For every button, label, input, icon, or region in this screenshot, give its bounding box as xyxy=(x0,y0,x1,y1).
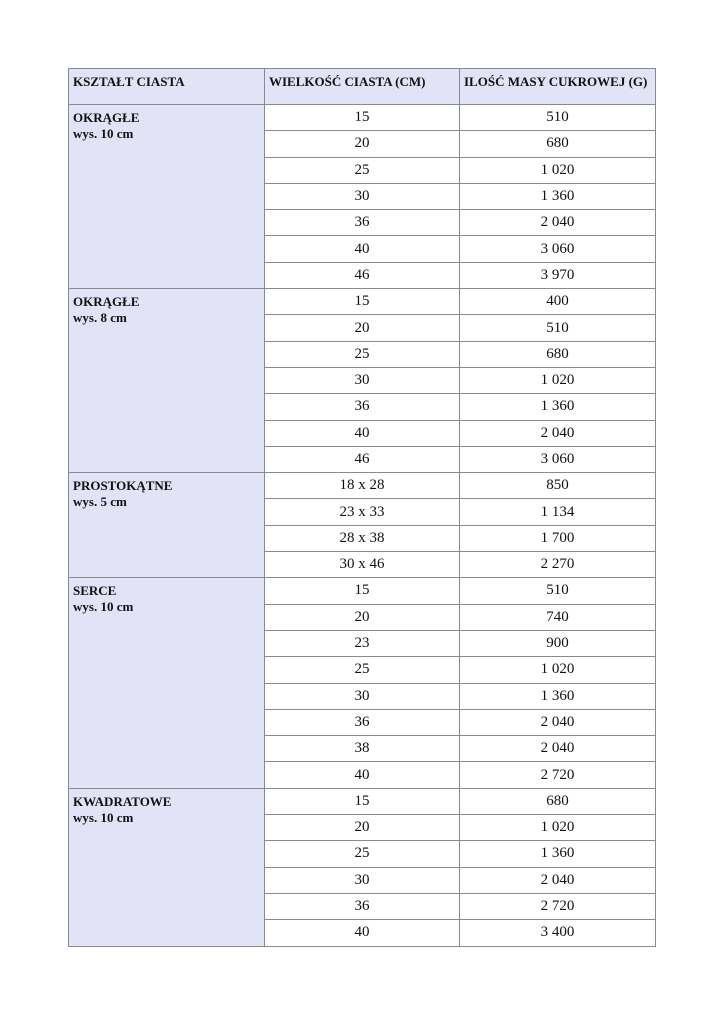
amount-cell: 2 040 xyxy=(460,867,656,893)
shape-cell xyxy=(69,105,265,289)
size-cell: 15 xyxy=(265,788,460,814)
size-cell: 40 xyxy=(265,762,460,788)
shape-cell xyxy=(69,788,265,946)
amount-cell: 510 xyxy=(460,578,656,604)
amount-cell: 680 xyxy=(460,341,656,367)
size-cell: 18 x 28 xyxy=(265,473,460,499)
shape-name: OKRĄGŁE xyxy=(73,110,140,125)
size-cell: 46 xyxy=(265,262,460,288)
size-cell: 25 xyxy=(265,341,460,367)
shape-cell xyxy=(69,473,265,578)
header-amount: ILOŚĆ MASY CUKROWEJ (G) xyxy=(460,69,656,105)
size-cell: 23 xyxy=(265,630,460,656)
amount-cell: 850 xyxy=(460,473,656,499)
size-cell: 20 xyxy=(265,315,460,341)
amount-cell: 900 xyxy=(460,630,656,656)
amount-cell: 740 xyxy=(460,604,656,630)
amount-cell: 3 060 xyxy=(460,236,656,262)
size-cell: 40 xyxy=(265,920,460,946)
amount-cell: 1 020 xyxy=(460,157,656,183)
shape-height: wys. 10 cm xyxy=(73,809,134,825)
amount-cell: 2 720 xyxy=(460,762,656,788)
size-cell: 15 xyxy=(265,578,460,604)
size-cell: 15 xyxy=(265,105,460,131)
amount-cell: 1 360 xyxy=(460,683,656,709)
size-cell: 20 xyxy=(265,815,460,841)
amount-cell: 3 060 xyxy=(460,446,656,472)
size-cell: 25 xyxy=(265,657,460,683)
table-header-row xyxy=(69,69,656,105)
table-row xyxy=(69,578,656,604)
amount-cell: 2 040 xyxy=(460,736,656,762)
size-cell: 46 xyxy=(265,446,460,472)
shape-name: SERCE xyxy=(73,583,117,599)
table-row xyxy=(69,105,656,131)
amount-cell: 1 020 xyxy=(460,657,656,683)
amount-cell: 510 xyxy=(460,315,656,341)
size-cell: 30 xyxy=(265,867,460,893)
shape-cell xyxy=(69,578,265,788)
size-cell: 30 xyxy=(265,183,460,209)
header-shape: KSZTAŁT CIASTA xyxy=(69,69,265,105)
shape-name: PROSTOKĄTNE xyxy=(73,478,173,494)
table-body xyxy=(69,105,656,947)
amount-cell: 1 134 xyxy=(460,499,656,525)
size-cell: 20 xyxy=(265,604,460,630)
size-cell: 36 xyxy=(265,394,460,420)
size-cell: 25 xyxy=(265,841,460,867)
amount-cell: 2 040 xyxy=(460,709,656,735)
size-cell: 40 xyxy=(265,236,460,262)
header-size: WIELKOŚĆ CIASTA (CM) xyxy=(265,69,460,105)
amount-cell: 510 xyxy=(460,105,656,131)
amount-cell: 1 360 xyxy=(460,183,656,209)
amount-cell: 1 360 xyxy=(460,394,656,420)
size-cell: 36 xyxy=(265,210,460,236)
size-cell: 15 xyxy=(265,289,460,315)
table-row xyxy=(69,289,656,315)
table-row xyxy=(69,788,656,814)
size-cell: 25 xyxy=(265,157,460,183)
amount-cell: 2 270 xyxy=(460,552,656,578)
size-cell: 28 x 38 xyxy=(265,525,460,551)
amount-cell: 1 020 xyxy=(460,815,656,841)
shape-name: KWADRATOWE xyxy=(73,793,172,809)
amount-cell: 1 020 xyxy=(460,367,656,393)
amount-cell: 400 xyxy=(460,289,656,315)
amount-cell: 680 xyxy=(460,131,656,157)
shape-height: wys. 5 cm xyxy=(73,494,127,510)
table-row xyxy=(69,473,656,499)
shape-height: wys. 10 cm xyxy=(73,599,134,615)
shape-height: wys. 10 cm xyxy=(73,126,134,141)
amount-cell: 2 040 xyxy=(460,420,656,446)
size-cell: 30 xyxy=(265,367,460,393)
size-cell: 38 xyxy=(265,736,460,762)
size-cell: 40 xyxy=(265,420,460,446)
shape-height: wys. 8 cm xyxy=(73,310,127,326)
shape-name: OKRĄGŁE xyxy=(73,294,140,310)
sugar-paste-table xyxy=(68,68,656,947)
shape-cell xyxy=(69,289,265,473)
size-cell: 30 xyxy=(265,683,460,709)
size-cell: 36 xyxy=(265,709,460,735)
amount-cell: 3 970 xyxy=(460,262,656,288)
amount-cell: 680 xyxy=(460,788,656,814)
amount-cell: 2 040 xyxy=(460,210,656,236)
size-cell: 36 xyxy=(265,893,460,919)
size-cell: 20 xyxy=(265,131,460,157)
amount-cell: 3 400 xyxy=(460,920,656,946)
amount-cell: 2 720 xyxy=(460,893,656,919)
size-cell: 30 x 46 xyxy=(265,552,460,578)
amount-cell: 1 360 xyxy=(460,841,656,867)
amount-cell: 1 700 xyxy=(460,525,656,551)
size-cell: 23 x 33 xyxy=(265,499,460,525)
